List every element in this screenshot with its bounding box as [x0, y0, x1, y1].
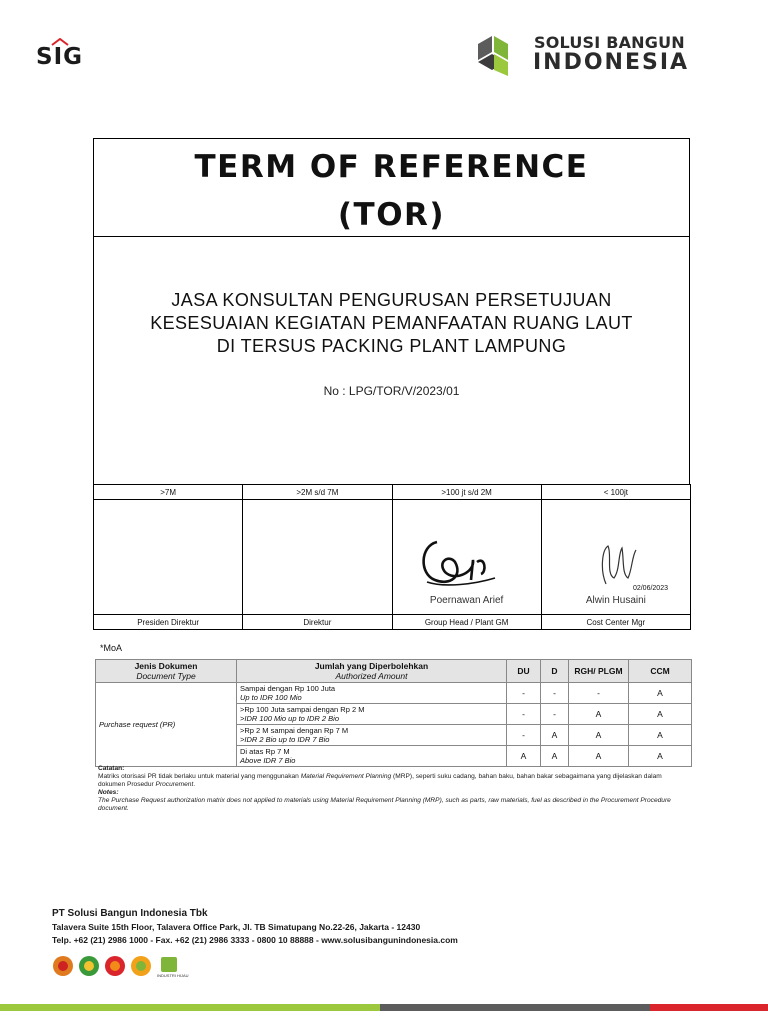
threshold-header: >2M s/d 7M — [243, 485, 392, 500]
solusi-bangun-logo — [474, 30, 704, 80]
logo-line2: INDONESIA — [533, 50, 690, 75]
footer-address: Talavera Suite 15th Floor, Talavera Office Park, Jl. TB Simatupang No.22-26, Jakarta - 12430 — [52, 922, 421, 932]
notes-text — [98, 797, 690, 813]
signer-name: Poernawan Arief — [429, 595, 504, 606]
threshold-header: >100 jt s/d 2M — [392, 485, 541, 500]
threshold-header: >7M — [94, 485, 243, 500]
du-cell: - — [507, 683, 541, 704]
footer-contact: Telp. +62 (21) 2986 1000 - Fax. +62 (21) 2986 3333 - 0800 10 88888 - www.solusibangunindonesia.com — [52, 935, 458, 945]
catatan-text-italic: Procurement — [155, 781, 194, 788]
doc-title-line2: (TOR) — [337, 197, 446, 233]
amount-id: >Rp 100 Juta sampai dengan Rp 2 M — [240, 705, 365, 714]
amount-cell — [237, 704, 507, 725]
notes-text-italic: The Purchase Request authorization matrix does not applied to materials using Material Requirement Planning (MRP), such as parts, raw materials, fuel as described in the Procurement Procedure document. — [98, 797, 671, 812]
role-label: Presiden Direktur — [94, 615, 243, 630]
signature-table — [93, 484, 691, 629]
signature-cell — [243, 500, 392, 615]
amount-id: Di atas Rp 7 M — [240, 747, 290, 756]
col-header-label-en: Authorized Amount — [335, 671, 408, 681]
cert-label: INDUSTRI HIJAU — [157, 973, 189, 978]
amount-cell — [237, 725, 507, 746]
document-number: No : LPG/TOR/V/2023/01 — [323, 384, 460, 398]
amount-id: >Rp 2 M sampai dengan Rp 7 M — [240, 726, 349, 735]
subject-line-3: DI TERSUS PACKING PLANT LAMPUNG — [216, 336, 567, 356]
role-label: Group Head / Plant GM — [392, 615, 541, 630]
footer-company: PT Solusi Bangun Indonesia Tbk — [52, 908, 208, 919]
ccm-cell: A — [629, 725, 692, 746]
signature-cell — [541, 500, 690, 615]
threshold-header: < 100jt — [541, 485, 690, 500]
d-cell: A — [541, 746, 569, 767]
logo-line1: SOLUSI BANGUN — [534, 33, 685, 52]
footer — [52, 908, 732, 945]
amount-en: Up to IDR 100 Mio — [240, 693, 302, 702]
notes-block — [98, 765, 690, 813]
signer-name: Alwin Husaini — [585, 595, 646, 606]
subject-box — [93, 236, 690, 485]
col-header-label: Jenis Dokumen — [134, 661, 198, 671]
d-cell: - — [541, 704, 569, 725]
color-bar-shape — [0, 1004, 768, 1011]
role-label: Cost Center Mgr — [541, 615, 690, 630]
d-cell: A — [541, 725, 569, 746]
catatan-text-part: Matriks otorisasi PR tidak berlaku untuk material yang menggunakan — [98, 773, 301, 780]
sign-date: 02/06/2023 — [632, 585, 668, 592]
ccm-cell: A — [629, 704, 692, 725]
rgh-cell: A — [569, 725, 629, 746]
col-header-du: DU — [507, 660, 541, 683]
ccm-cell: A — [629, 746, 692, 767]
sig-logo — [36, 38, 98, 68]
subject-line-1: JASA KONSULTAN PENGURUSAN PERSETUJUAN — [171, 290, 612, 310]
col-header-amount — [237, 660, 507, 683]
rgh-cell: A — [569, 704, 629, 725]
catatan-label: Catatan: — [98, 765, 125, 772]
amount-id: Sampai dengan Rp 100 Juta — [240, 684, 336, 693]
title-box — [93, 138, 690, 237]
amount-en: Above IDR 7 Bio — [240, 756, 296, 765]
amount-en: >IDR 2 Bio up to IDR 7 Bio — [240, 735, 330, 744]
catatan-text-italic: Material Requirement Planning — [300, 773, 392, 780]
col-header-doc-type — [96, 660, 237, 683]
amount-cell — [237, 683, 507, 704]
col-header-ccm: CCM — [629, 660, 692, 683]
doc-title-line1: TERM OF REFERENCE — [194, 149, 589, 185]
signature-cell — [94, 500, 243, 615]
sbi-mark-icon — [474, 30, 530, 80]
catatan-text — [98, 773, 690, 789]
notes-label — [98, 789, 690, 797]
catatan-text-part: (MRP), seperti suku cadang, bahan baku, bahan bakar sebagaimana yang dijelaskan dalam dokumen Prosedur — [98, 773, 662, 788]
catatan-text-part: . — [193, 781, 196, 788]
table-row — [96, 683, 692, 704]
signature-icon — [592, 534, 642, 590]
col-header-label-en: Document Type — [136, 671, 196, 681]
certification-logos — [52, 954, 192, 978]
certification-badges-icon — [52, 954, 192, 978]
du-cell: A — [507, 746, 541, 767]
signature-cell — [392, 500, 541, 615]
col-header-label: Jumlah yang Diperbolehkan — [314, 661, 429, 671]
col-header-d: D — [541, 660, 569, 683]
sig-logo-text: SIG — [36, 44, 84, 70]
authorization-matrix — [95, 659, 691, 767]
moa-label: *MoA — [100, 643, 123, 653]
du-cell: - — [507, 725, 541, 746]
rgh-cell: A — [569, 746, 629, 767]
doc-type-cell: Purchase request (PR) — [96, 683, 237, 767]
du-cell: - — [507, 704, 541, 725]
signature-icon — [415, 532, 505, 592]
d-cell: - — [541, 683, 569, 704]
amount-en: >IDR 100 Mio up to IDR 2 Bio — [240, 714, 340, 723]
ccm-cell: A — [629, 683, 692, 704]
role-label: Direktur — [243, 615, 392, 630]
rgh-cell: - — [569, 683, 629, 704]
amount-cell — [237, 746, 507, 767]
subject-line-2: KESESUAIAN KEGIATAN PEMANFAATAN RUANG LAUT — [150, 313, 633, 333]
notes-label-text: Notes: — [98, 789, 119, 796]
col-header-rgh: RGH/ PLGM — [569, 660, 629, 683]
bottom-color-bar — [0, 998, 768, 1005]
